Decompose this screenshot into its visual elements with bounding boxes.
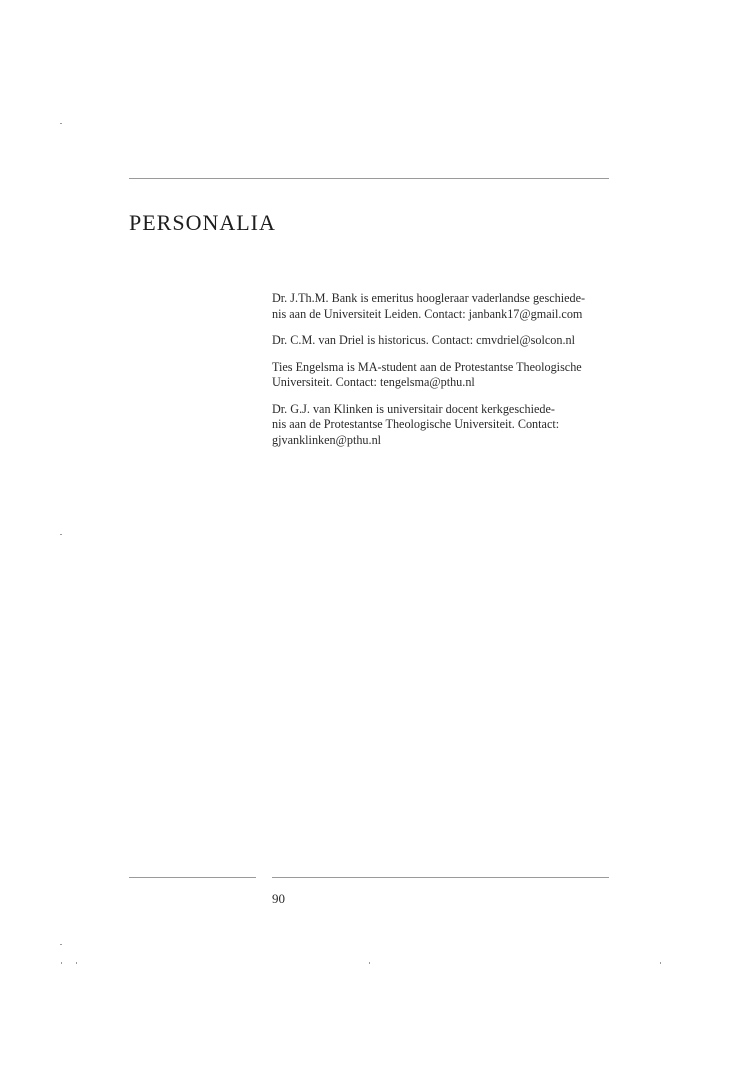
- page-number: 90: [272, 891, 285, 906]
- crop-mark: [60, 534, 62, 535]
- personalia-entry-bank: [272, 291, 617, 322]
- crop-mark: [60, 944, 62, 945]
- crop-mark: [660, 962, 661, 964]
- entry-line: Dr. C.M. van Driel is historicus. Contact: cmvdriel@solcon.nl: [272, 333, 576, 347]
- crop-mark: [60, 123, 62, 124]
- footer-rule-right: [272, 877, 609, 878]
- personalia-list: [272, 291, 617, 459]
- personalia-entry-engelsma: [272, 360, 617, 391]
- crop-mark: [369, 962, 370, 964]
- personalia-entry-van-driel: [272, 333, 617, 349]
- header-rule: [129, 178, 609, 179]
- entry-line: nis aan de Protestantse Theologische Universiteit. Contact:: [272, 417, 560, 431]
- crop-mark: [76, 962, 77, 964]
- personalia-entry-van-klinken: [272, 402, 617, 449]
- crop-mark: [61, 962, 62, 964]
- entry-line: gjvanklinken@pthu.nl: [272, 432, 382, 447]
- page-title: PERSONALIA: [129, 210, 276, 235]
- entry-line: Ties Engelsma is MA-student aan de Protestantse Theologische: [272, 359, 582, 374]
- footer-rule-left: [129, 877, 256, 878]
- entry-line: nis aan de Universiteit Leiden. Contact: janbank17@gmail.com: [272, 306, 583, 321]
- entry-line: Universiteit. Contact: tengelsma@pthu.nl: [272, 375, 475, 389]
- entry-line: Dr. G.J. van Klinken is universitair docent kerkgeschiede-: [272, 401, 555, 416]
- entry-line: Dr. J.Th.M. Bank is emeritus hoogleraar vaderlandse geschiede-: [272, 291, 586, 305]
